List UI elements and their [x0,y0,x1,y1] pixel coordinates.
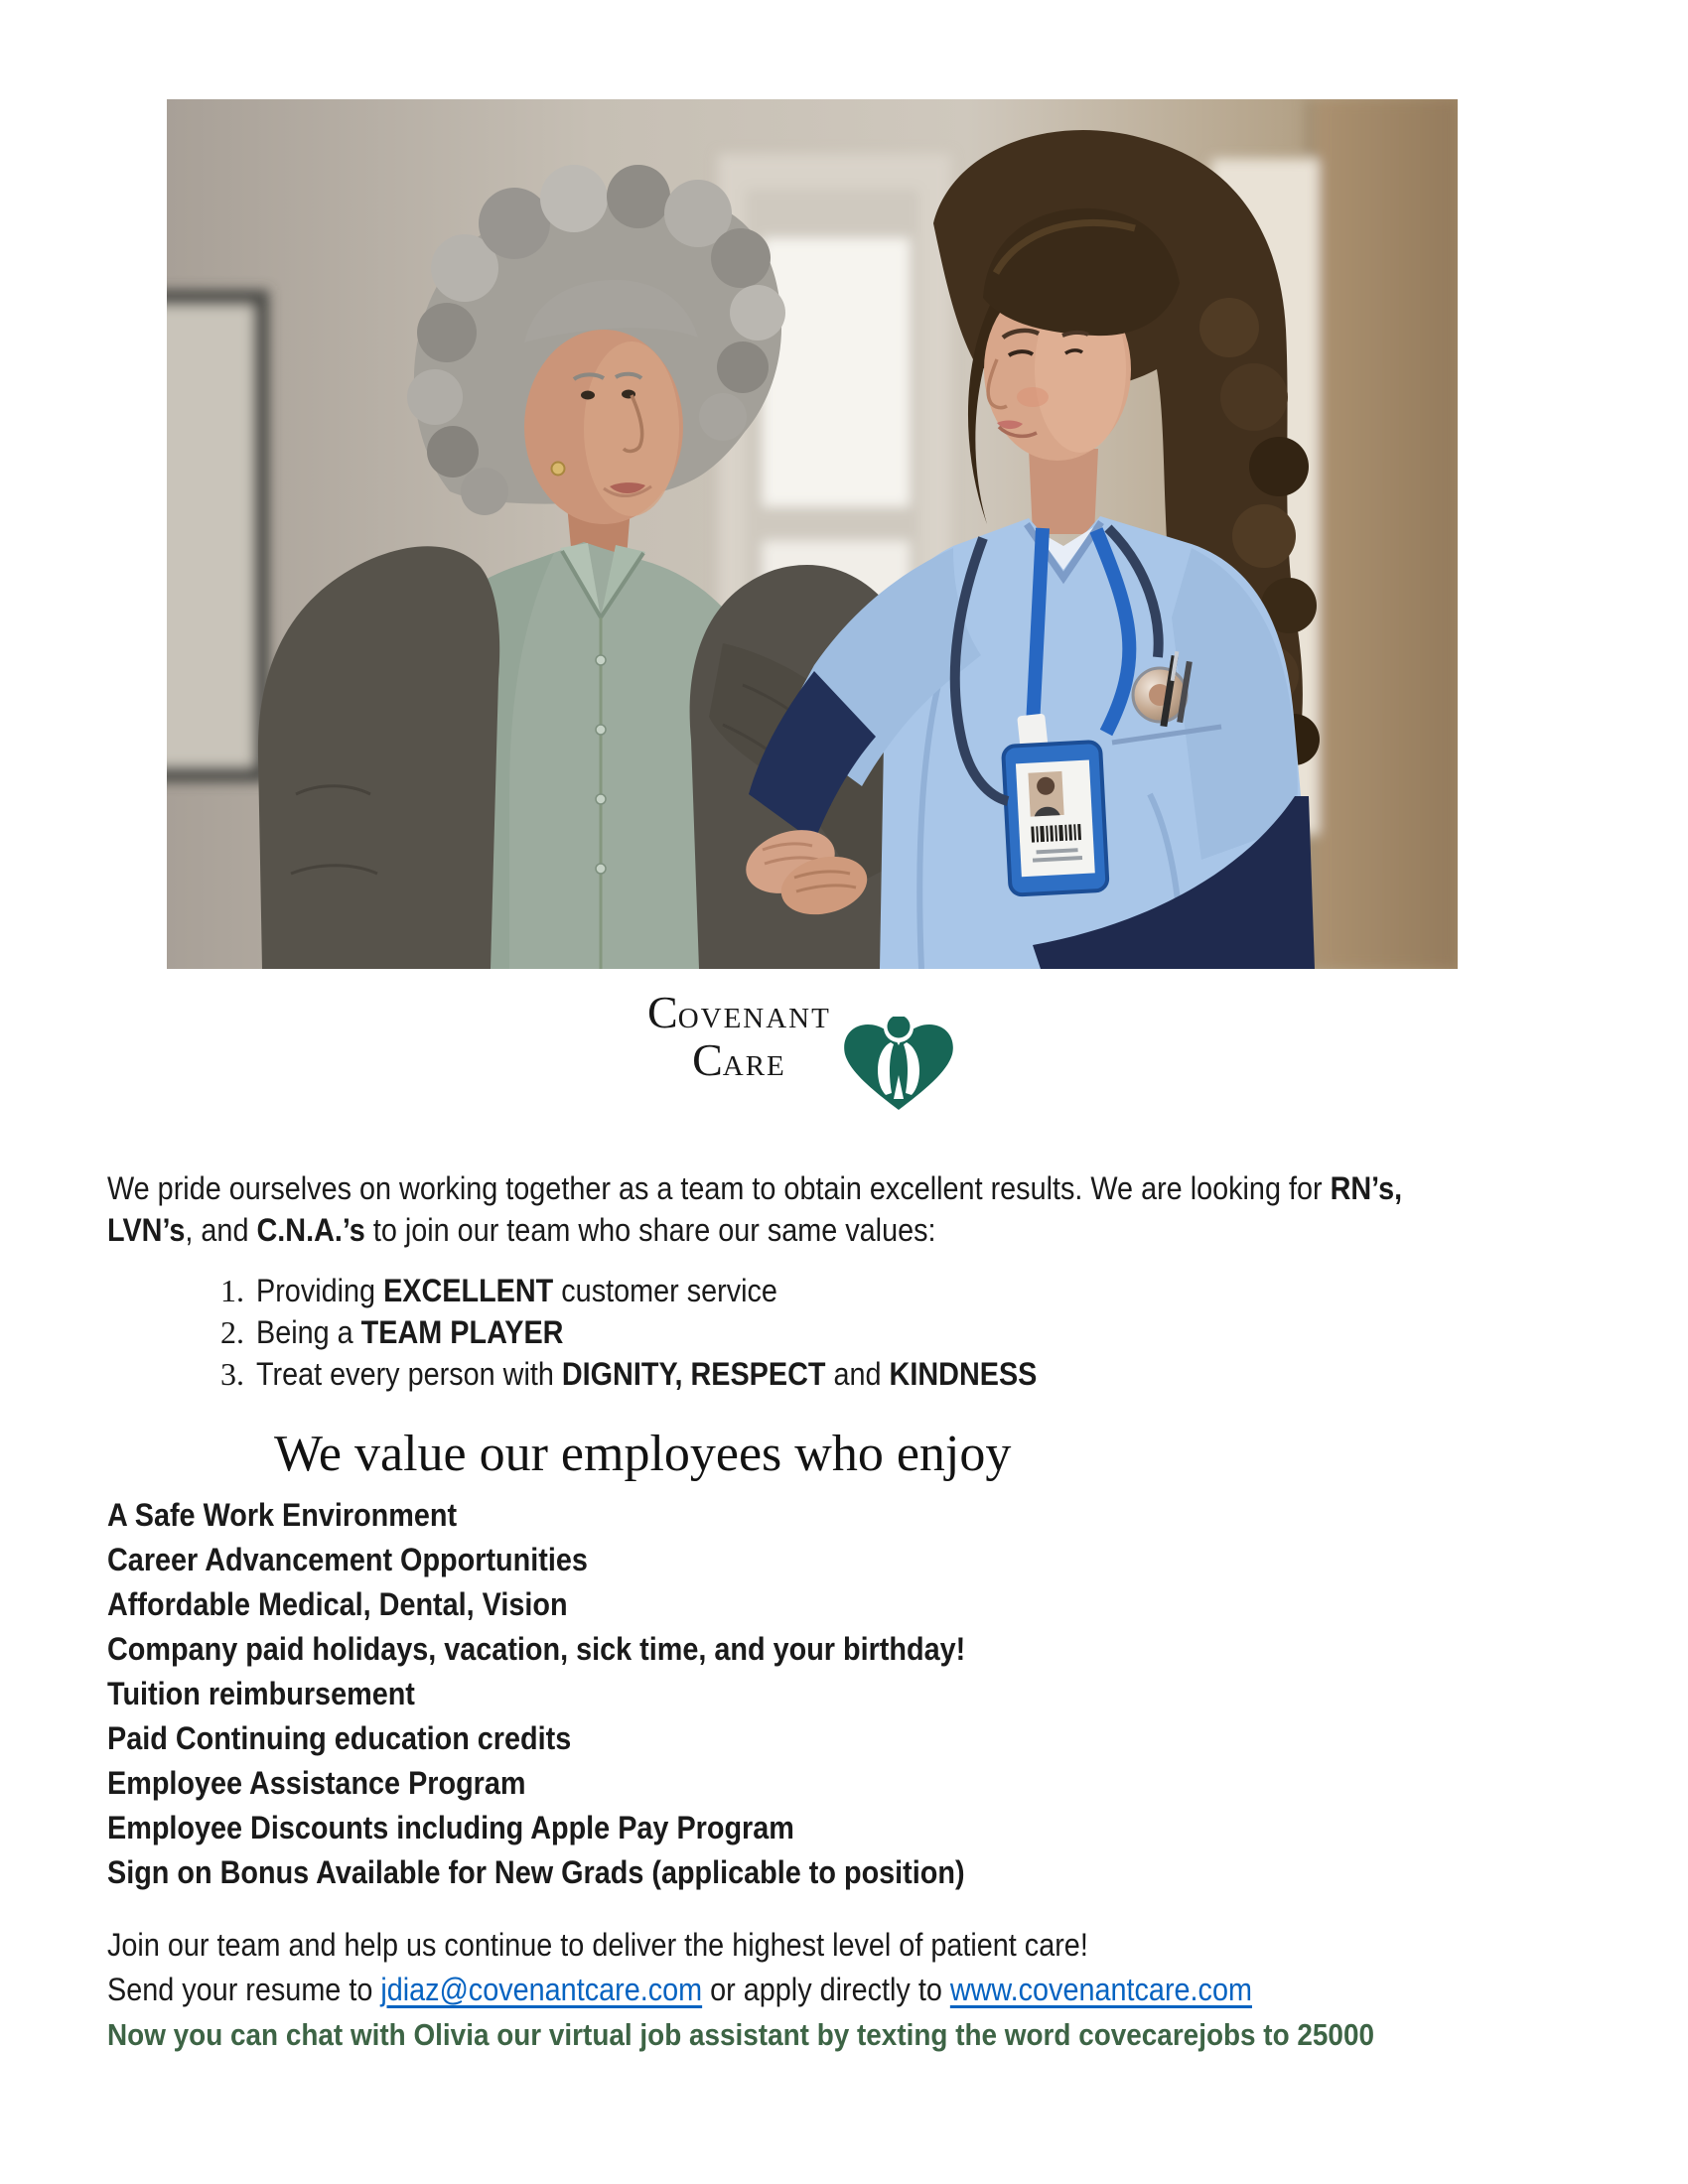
closing-block [107,1923,1515,2057]
benefit-item-6: Paid Continuing education credits [107,1720,572,1756]
logo-line-care: CARE [692,1034,786,1085]
website-link[interactable]: www.covenantcare.com [949,1972,1252,2007]
benefit-item-3: Affordable Medical, Dental, Vision [107,1586,568,1622]
id-badge [1003,742,1108,895]
intro-line-2: LVN’s, and C.N.A.’s to join our team who share our same values: [107,1212,936,1248]
benefit-item-4: Company paid holidays, vacation, sick time, and your birthday! [107,1631,966,1667]
section-heading: We value our employees who enjoy [274,1426,1012,1482]
intro-paragraph [107,1167,1546,1251]
intro-line-1: We pride ourselves on working together as a team to obtain excellent results. We are looking for RN’s, [107,1170,1403,1206]
benefit-item-5: Tuition reimbursement [107,1676,415,1711]
benefits-list [107,1493,1060,1895]
chat-assistant-line: Now you can chat with Olivia our virtual job assistant by texting the word covecarejobs to 25000 [107,2017,1374,2052]
benefit-item-2: Career Advancement Opportunities [107,1542,588,1577]
resume-line [107,1968,1515,2012]
email-link[interactable]: jdiaz@covenantcare.com [380,1972,703,2007]
values-list-item-1: 1. Providing EXCELLENT customer service [220,1273,777,1308]
values-list [220,1270,1124,1395]
heart-person-icon [839,1017,958,1110]
values-list-item-3: 3. Treat every person with DIGNITY, RESPECT and KINDNESS [220,1356,1038,1392]
caregiver-photo-art [167,99,1458,969]
logo-line-covenant: COVENANT [647,987,831,1037]
logo-wordmark [647,987,831,1091]
send-resume-text: Send your resume to [107,1972,381,2007]
caregiver-photo [167,99,1458,969]
apply-directly-text: or apply directly to [702,1972,950,2007]
covenant-care-logo [647,987,958,1110]
closing-line: Join our team and help us continue to deliver the highest level of patient care! [107,1927,1088,1963]
benefit-item-9: Sign on Bonus Available for New Grads (applicable to position) [107,1854,965,1890]
benefit-item-7: Employee Assistance Program [107,1765,526,1801]
benefit-item-1: A Safe Work Environment [107,1497,458,1533]
benefit-item-8: Employee Discounts including Apple Pay Program [107,1810,794,1845]
values-list-item-2: 2. Being a TEAM PLAYER [220,1314,564,1350]
